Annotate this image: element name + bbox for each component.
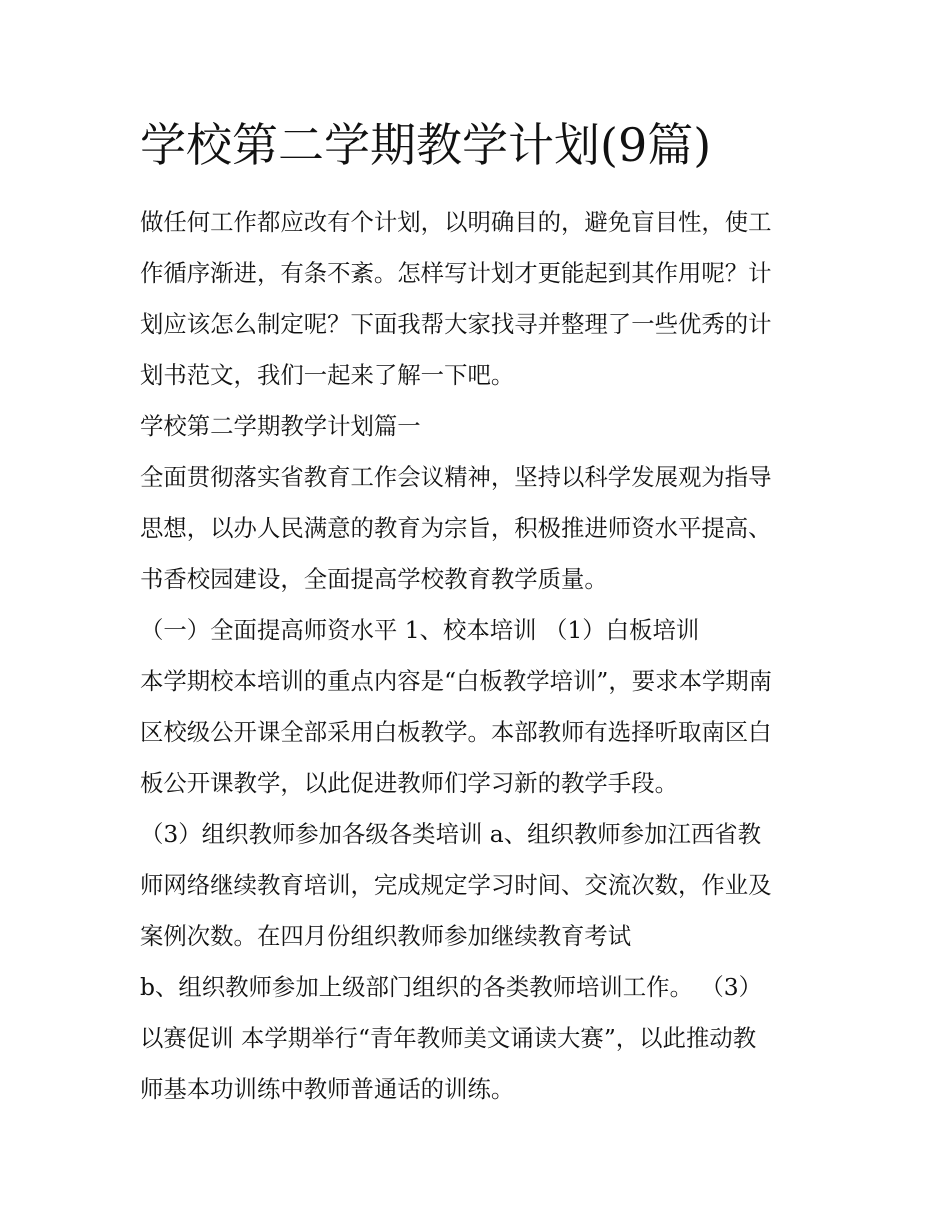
text-line: 师基本功训练中教师普通话的训练。 — [140, 1075, 515, 1103]
text-line: 作循序渐进，有条不紊。怎样写计划才更能起到其作用呢？计 — [140, 259, 772, 287]
text-line: 以赛促训 本学期举行“青年教师美文诵读大赛”，以此推动教 — [140, 1024, 757, 1052]
document-body — [140, 197, 840, 1115]
text-line: （一）全面提高师资水平 1、校本培训 （1）白板培训 — [140, 616, 700, 644]
text-line: 书香校园建设，全面提高学校教育教学质量。 — [140, 565, 608, 593]
text-line: 板公开课教学，以此促进教师们学习新的教学手段。 — [140, 769, 678, 797]
text-line: 做任何工作都应改有个计划，以明确目的，避免盲目性，使工 — [140, 208, 772, 236]
text-line: （3）组织教师参加各级各类培训 a、组织教师参加江西省教 — [140, 820, 762, 848]
text-line: 思想，以办人民满意的教育为宗旨，积极推进师资水平提高、 — [140, 514, 772, 542]
text-line: 区校级公开课全部采用白板教学。本部教师有选择听取南区白 — [140, 718, 772, 746]
section-heading: 学校第二学期教学计划篇一 — [140, 412, 421, 440]
text-line: 划应该怎么制定呢？下面我帮大家找寻并整理了一些优秀的计 — [140, 310, 772, 338]
text-line: 全面贯彻落实省教育工作会议精神，坚持以科学发展观为指导 — [140, 463, 772, 491]
text-line: b、组织教师参加上级部门组织的各类教师培训工作。 （3） — [140, 973, 763, 1001]
text-line: 案例次数。在四月份组织教师参加继续教育考试 — [140, 922, 632, 950]
text-line: 本学期校本培训的重点内容是“白板教学培训”，要求本学期南 — [140, 667, 773, 695]
document-title: 学校第二学期教学计划(9篇) — [140, 118, 712, 172]
text-line: 划书范文，我们一起来了解一下吧。 — [140, 361, 515, 389]
text-line: 师网络继续教育培训，完成规定学习时间、交流次数，作业及 — [140, 871, 772, 899]
